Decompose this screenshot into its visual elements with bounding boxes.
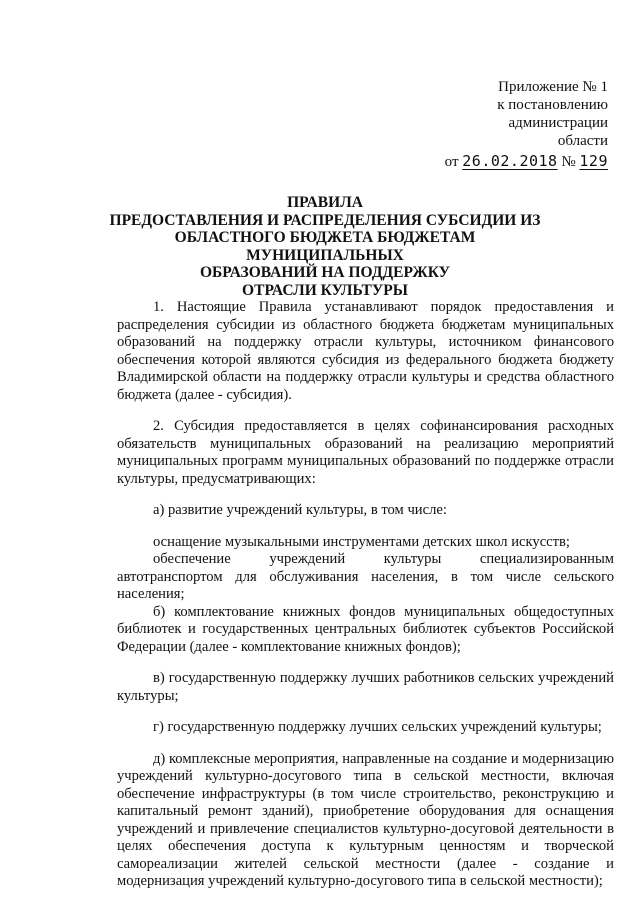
title-line-1: ПРАВИЛА (287, 194, 363, 211)
item-a: а) развитие учреждений культуры, в том числе: (153, 502, 447, 518)
item-a-1: оснащение музыкальными инструментами детских школ искусств; (153, 533, 570, 550)
item-a-2: обеспечение учреждений культуры специализированным автотранспортом для обслуживания населения, в том числе сельского населения; (117, 551, 614, 602)
paragraph-2: 2. Субсидия предоставляется в целях софинансирования расходных обязательств муниципальных образований на реализацию мероприятий муниципальных программ муниципальных образований по поддержке отрасли культуры, предусматривающих: (117, 418, 614, 487)
appendix-line-3: администрации (508, 115, 608, 131)
document-body (117, 299, 614, 891)
paragraph-1: 1. Настоящие Правила устанавливают порядок предоставления и распределения субсидии из областного бюджета бюджетам муниципальных образований на поддержку отрасли культуры, источником финансового обеспечения которой являются субсидия из федерального бюджета бюджету Владимирской области на поддержку отрасли культуры и средства областного бюджета (далее - субсидия). (117, 299, 614, 403)
appendix-date-line (408, 152, 608, 171)
number-value: 129 (579, 152, 608, 170)
item-v: в) государственную поддержку лучших работников сельских учреждений культуры; (117, 670, 614, 704)
item-b: б) комплектование книжных фондов муниципальных общедоступных библиотек и государственных центральных библиотек субъектов Российской Федерации (далее - комплектование книжных фондов); (117, 603, 614, 655)
document-title (100, 194, 550, 299)
number-prefix: № (561, 154, 576, 170)
title-line-4: ОБРАЗОВАНИЙ НА ПОДДЕРЖКУ (199, 264, 451, 281)
appendix-header (408, 78, 608, 171)
appendix-line-1: Приложение № 1 (498, 79, 608, 95)
title-line-2: ПРЕДОСТАВЛЕНИЯ И РАСПРЕДЕЛЕНИЯ СУБСИДИИ ИЗ (109, 211, 541, 229)
date-prefix: от (444, 154, 459, 170)
item-g: г) государственную поддержку лучших сельских учреждений культуры; (153, 719, 602, 735)
appendix-line-2: к постановлению (497, 97, 608, 113)
title-line-3: ОБЛАСТНОГО БЮДЖЕТА БЮДЖЕТАМ МУНИЦИПАЛЬНЫХ (174, 229, 476, 264)
item-d: д) комплексные мероприятия, направленные на создание и модернизацию учреждений культурно-досугового типа в сельской местности, включая обеспечение инфраструктуры (в том числе строительство, реконструкцию и капитальный ремонт зданий), приобретение оборудования для оснащения учреждений и привлечение специалистов культурно-досуговой деятельности в целях обеспечения доступа к культурным ценностям и творческой самореализации жителей сельской местности (далее - создание и модернизация учреждений культурно-досугового типа в сельской местности); (117, 750, 614, 889)
title-line-5: ОТРАСЛИ КУЛЬТУРЫ (242, 281, 408, 299)
date-value: 26.02.2018 (462, 152, 558, 170)
appendix-line-4: области (557, 133, 608, 149)
